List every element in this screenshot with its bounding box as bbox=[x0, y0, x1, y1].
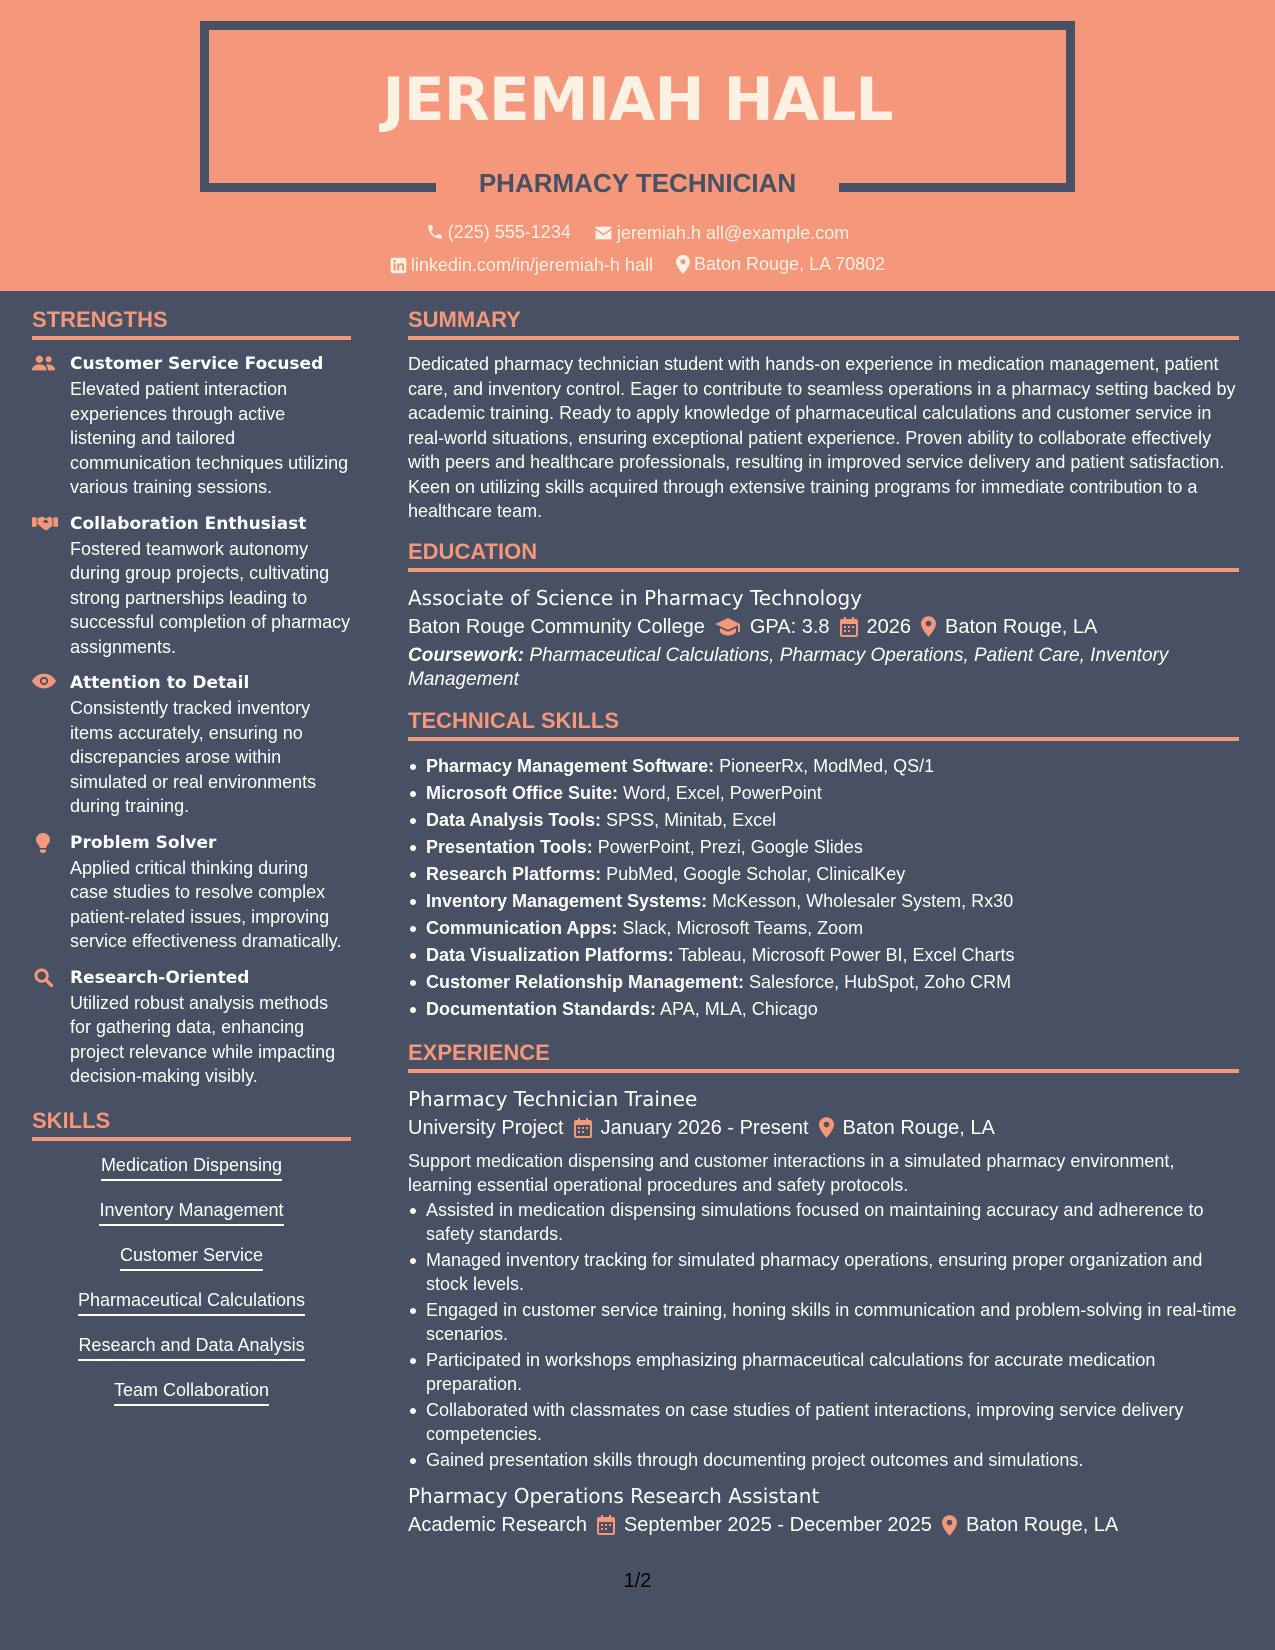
education-location: Baton Rouge, LA bbox=[945, 615, 1098, 638]
job-meta bbox=[408, 1510, 1239, 1540]
strengths-heading: STRENGTHS bbox=[32, 304, 351, 340]
email-text: jeremiah.h all@example.com bbox=[616, 223, 850, 243]
skills-heading: SKILLS bbox=[32, 1105, 351, 1141]
strength-title: Attention to Detail bbox=[70, 673, 250, 693]
tech-skill-value: McKesson, Wholesaler System, Rx30 bbox=[707, 890, 1014, 911]
strength-item bbox=[32, 831, 351, 954]
experience-heading: EXPERIENCE bbox=[408, 1037, 1239, 1073]
coursework-label: Coursework: bbox=[408, 644, 525, 666]
frame-bottom-left bbox=[200, 183, 436, 192]
page-number: 1/2 bbox=[623, 1570, 652, 1592]
skill-tag: Research and Data Analysis bbox=[78, 1333, 304, 1361]
strength-desc: Consistently tracked inventory items accurately, ensuring no discrepancies arose within simulated or real environments during training. bbox=[70, 698, 317, 816]
skill-tag: Team Collaboration bbox=[114, 1378, 269, 1406]
linkedin-text: linkedin.com/in/jeremiah-h hall bbox=[410, 255, 653, 275]
strength-title: Problem Solver bbox=[70, 832, 217, 853]
tech-skill-label: Data Visualization Platforms: bbox=[426, 944, 674, 965]
strength-title: Collaboration Enthusiast bbox=[70, 513, 307, 534]
education-coursework bbox=[408, 644, 1239, 693]
job-location: Baton Rouge, LA bbox=[842, 1116, 995, 1139]
email-contact[interactable] bbox=[594, 222, 849, 244]
tech-skill-label: Documentation Standards: bbox=[426, 998, 657, 1019]
education-degree: Associate of Science in Pharmacy Technology bbox=[408, 585, 863, 610]
list-item bbox=[408, 807, 1239, 834]
candidate-name: JEREMIAH HALL bbox=[382, 65, 893, 135]
list-item bbox=[408, 753, 1239, 780]
list-item bbox=[408, 942, 1239, 969]
education-year: 2026 bbox=[866, 615, 911, 638]
list-item: Managed inventory tracking for simulated pharmacy operations, ensuring proper organization and stock levels. bbox=[408, 1248, 1239, 1297]
list-item bbox=[408, 996, 1239, 1023]
calendar-icon bbox=[597, 1515, 615, 1535]
strength-desc: Utilized robust analysis methods for gathering data, enhancing project relevance while impacting decision-making visibly. bbox=[70, 992, 336, 1086]
users-icon bbox=[32, 354, 56, 372]
candidate-title: PHARMACY TECHNICIAN bbox=[478, 168, 797, 198]
list-item bbox=[408, 969, 1239, 996]
list-item bbox=[408, 915, 1239, 942]
list-item: Engaged in customer service training, honing skills in communication and problem-solving in real-time scenarios. bbox=[408, 1298, 1239, 1347]
tech-skill-label: Microsoft Office Suite: bbox=[426, 782, 619, 803]
location-text: Baton Rouge, LA 70802 bbox=[693, 254, 886, 274]
job-description: Support medication dispensing and customer interactions in a simulated pharmacy environment, learning essential operational procedures and safety protocols. bbox=[408, 1150, 1175, 1195]
skill-tag: Inventory Management bbox=[99, 1198, 283, 1226]
job-location: Baton Rouge, LA bbox=[965, 1514, 1119, 1536]
list-item bbox=[408, 834, 1239, 861]
coursework-list: Pharmaceutical Calculations, Pharmacy Operations, Patient Care, Inventory Management bbox=[408, 644, 1169, 690]
phone-contact[interactable] bbox=[426, 221, 571, 243]
list-item: Collaborated with classmates on case studies of patient interactions, improving service delivery competencies. bbox=[408, 1398, 1239, 1447]
tech-skill-label: Inventory Management Systems: bbox=[426, 890, 708, 911]
summary-heading: SUMMARY bbox=[408, 304, 1239, 340]
technical-skills-heading: TECHNICAL SKILLS bbox=[408, 705, 1239, 741]
contact-row-2 bbox=[0, 253, 1275, 279]
calendar-icon bbox=[840, 617, 858, 637]
tech-skill-value: Word, Excel, PowerPoint bbox=[618, 782, 822, 803]
left-column bbox=[32, 304, 351, 1423]
job-org: Academic Research bbox=[408, 1514, 587, 1536]
skill-tag: Medication Dispensing bbox=[101, 1153, 282, 1181]
job-org: University Project bbox=[408, 1116, 564, 1139]
location-contact bbox=[676, 253, 885, 275]
tech-skill-value: Slack, Microsoft Teams, Zoom bbox=[617, 917, 864, 938]
tech-skill-value: SPSS, Minitab, Excel bbox=[601, 809, 777, 830]
eye-icon bbox=[32, 673, 56, 689]
tech-skill-label: Pharmacy Management Software: bbox=[426, 755, 715, 776]
envelope-icon bbox=[594, 225, 613, 241]
contact-row-1 bbox=[0, 221, 1275, 246]
tech-skill-label: Data Analysis Tools: bbox=[426, 809, 602, 830]
strength-title: Research-Oriented bbox=[70, 967, 250, 988]
skill-tag: Customer Service bbox=[120, 1243, 263, 1271]
lightbulb-icon bbox=[36, 833, 50, 853]
tech-skill-label: Presentation Tools: bbox=[426, 836, 593, 857]
linkedin-icon bbox=[390, 257, 407, 274]
tech-skill-label: Customer Relationship Management: bbox=[426, 971, 745, 992]
summary-text: Dedicated pharmacy technician student with hands-on experience in medication management, patient care, and inventory control. Eager to contribute to seamless operations in a pharmacy setting backed by academic training. Ready to apply knowledge of pharmaceutical calculations and customer service in real-world situations, ensuring exceptional patient experience. Proven ability to collaborate effectively with peers and healthcare professionals, resulting in improved service delivery and patient satisfaction. Keen on utilizing skills acquired through extensive training programs for immediate contribution to a healthcare team. bbox=[408, 354, 1236, 521]
resume-header bbox=[0, 0, 1275, 291]
right-column bbox=[408, 304, 1239, 1540]
list-item bbox=[408, 861, 1239, 888]
tech-skill-value: PubMed, Google Scholar, ClinicalKey bbox=[601, 863, 906, 884]
education-meta bbox=[408, 612, 1239, 642]
strength-desc: Elevated patient interaction experiences through active listening and tailored communication techniques utilizing various training sessions. bbox=[70, 379, 349, 497]
strength-item bbox=[32, 671, 351, 819]
job-title: Pharmacy Technician Trainee bbox=[408, 1086, 698, 1111]
job-meta bbox=[408, 1113, 1239, 1143]
education-school: Baton Rouge Community College bbox=[408, 615, 705, 638]
tech-skill-label: Communication Apps: bbox=[426, 917, 618, 938]
frame-bottom-right bbox=[839, 183, 1075, 192]
handshake-icon bbox=[32, 514, 58, 532]
job-title: Pharmacy Operations Research Assistant bbox=[408, 1484, 820, 1508]
job-bullets bbox=[408, 1198, 1239, 1473]
job-dates: January 2026 - Present bbox=[600, 1116, 809, 1139]
graduation-cap-icon bbox=[715, 618, 741, 636]
list-item: Gained presentation skills through documenting project outcomes and simulations. bbox=[408, 1448, 1239, 1473]
list-item bbox=[408, 780, 1239, 807]
calendar-icon bbox=[574, 1118, 592, 1138]
map-pin-icon bbox=[676, 255, 690, 274]
tech-skill-value: Tableau, Microsoft Power BI, Excel Charts bbox=[673, 944, 1015, 965]
tech-skill-value: Salesforce, HubSpot, Zoho CRM bbox=[744, 971, 1012, 992]
phone-icon bbox=[426, 223, 444, 241]
skills-list bbox=[32, 1153, 351, 1423]
job-dates: September 2025 - December 2025 bbox=[623, 1514, 932, 1536]
tech-skill-value: PowerPoint, Prezi, Google Slides bbox=[592, 836, 863, 857]
map-pin-icon bbox=[819, 1117, 834, 1138]
list-item: Assisted in medication dispensing simulations focused on maintaining accuracy and adherence to safety standards. bbox=[408, 1198, 1239, 1247]
technical-skills-list bbox=[408, 753, 1239, 1023]
strength-desc: Fostered teamwork autonomy during group projects, cultivating strong partnerships leading to successful completion of pharmacy assignments. bbox=[70, 538, 351, 657]
strength-item bbox=[32, 352, 351, 500]
skill-tag: Pharmaceutical Calculations bbox=[78, 1288, 305, 1316]
map-pin-icon bbox=[921, 616, 936, 637]
list-item: Participated in workshops emphasizing pharmaceutical calculations for accurate medication preparation. bbox=[408, 1348, 1239, 1397]
strength-desc: Applied critical thinking during case studies to resolve complex patient-related issues, improving service effectiveness dramatically. bbox=[70, 857, 342, 951]
strength-item bbox=[32, 512, 351, 660]
search-icon bbox=[34, 968, 53, 987]
tech-skill-label: Research Platforms: bbox=[426, 863, 602, 884]
strength-item bbox=[32, 966, 351, 1089]
education-gpa: GPA: 3.8 bbox=[749, 615, 830, 638]
linkedin-contact[interactable] bbox=[390, 254, 653, 276]
strength-title: Customer Service Focused bbox=[70, 354, 324, 374]
tech-skill-value: APA, MLA, Chicago bbox=[656, 998, 818, 1019]
phone-text: (225) 555-1234 bbox=[447, 222, 571, 242]
education-heading: EDUCATION bbox=[408, 536, 1239, 572]
tech-skill-value: PioneerRx, ModMed, QS/1 bbox=[714, 755, 935, 776]
map-pin-icon bbox=[942, 1515, 957, 1536]
list-item bbox=[408, 888, 1239, 915]
